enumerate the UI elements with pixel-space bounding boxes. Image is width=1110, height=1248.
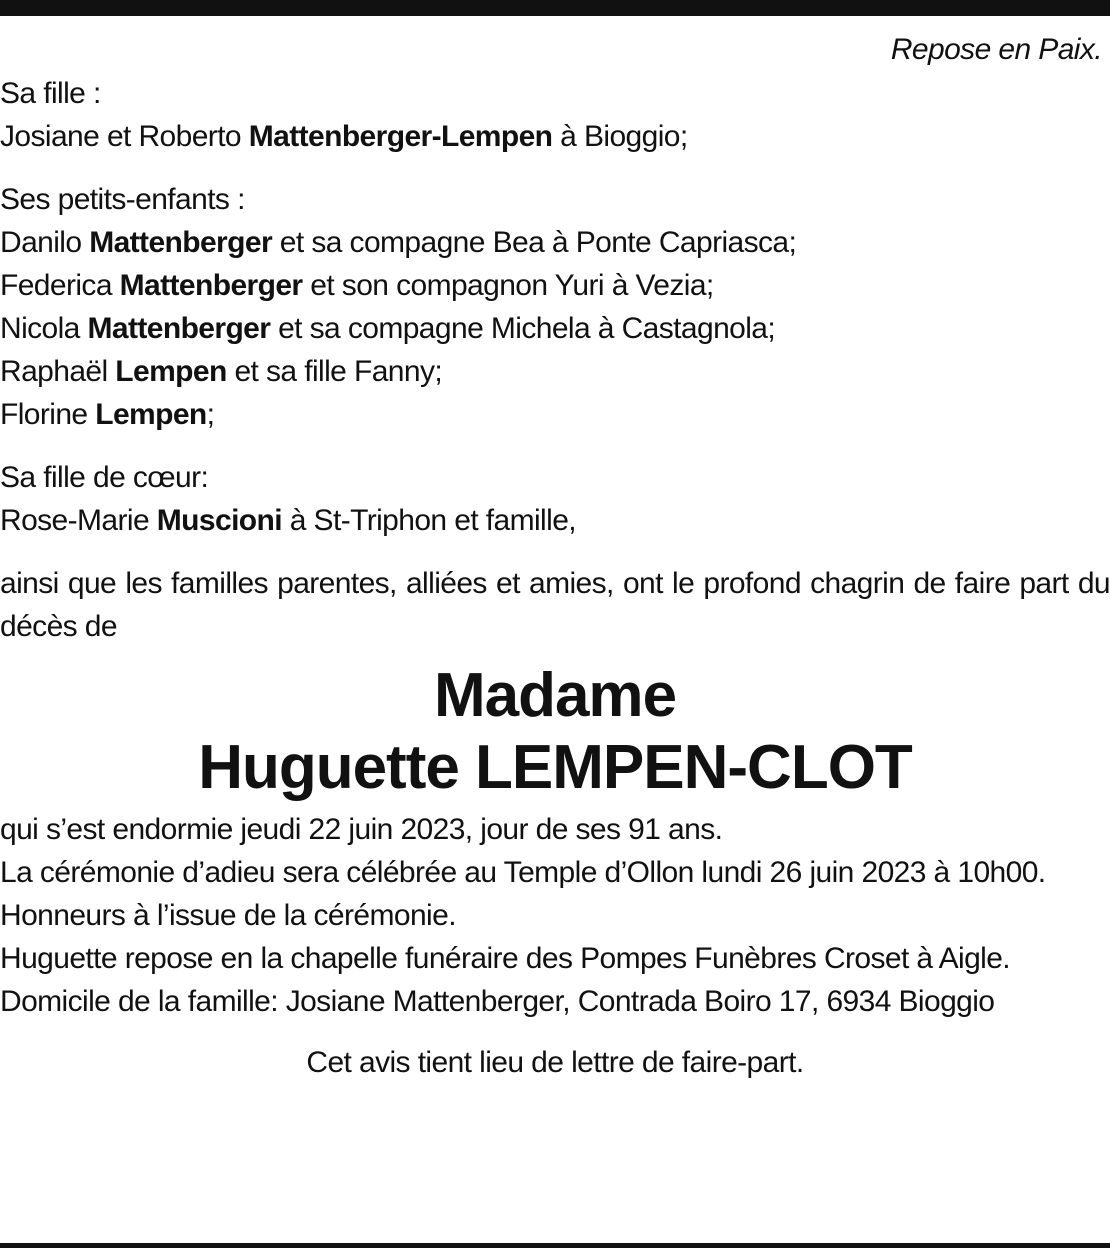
details-section bbox=[0, 808, 1110, 1023]
family-name: Mattenberger bbox=[87, 312, 271, 345]
detail-line: Honneurs à l’issue de la cérémonie. bbox=[0, 899, 456, 932]
detail-line: Huguette repose en la chapelle funéraire des Pompes Funèbres Croset à Aigle. bbox=[0, 942, 1011, 975]
daughter-section bbox=[0, 72, 1110, 158]
announcement-paragraph: ainsi que les familles parentes, alliées et amies, ont le profond chagrin de faire part du décès de bbox=[0, 567, 1110, 643]
grandchild-line: Danilo Mattenberger et sa compagne Bea à Ponte Capriasca; bbox=[0, 226, 797, 259]
heart-daughter-line: Rose-Marie Muscioni à St-Triphon et famille, bbox=[0, 504, 577, 537]
bottom-rule bbox=[0, 1243, 1110, 1248]
heart-daughter-heading: Sa fille de cœur: bbox=[0, 461, 209, 494]
heart-daughter-section bbox=[0, 456, 1110, 542]
deceased-title: Madame bbox=[433, 661, 677, 730]
detail-line: qui s’est endormie jeudi 22 juin 2023, jour de ses 91 ans. bbox=[0, 813, 723, 846]
grandchildren-heading: Ses petits-enfants : bbox=[0, 183, 245, 216]
detail-line: Domicile de la famille: Josiane Mattenberger, Contrada Boiro 17, 6934 Bioggio bbox=[0, 985, 995, 1018]
family-name: Muscioni bbox=[156, 504, 282, 537]
footer-note: Cet avis tient lieu de lettre de faire-part. bbox=[306, 1046, 804, 1079]
grandchild-line: Florine Lempen; bbox=[0, 398, 215, 431]
deceased-name-block bbox=[0, 660, 1110, 804]
grandchild-line: Federica Mattenberger et son compagnon Yuri à Vezia; bbox=[0, 269, 714, 302]
grandchild-line: Raphaël Lempen et sa fille Fanny; bbox=[0, 355, 443, 388]
top-rule bbox=[0, 0, 1110, 16]
family-name: Mattenberger-Lempen bbox=[248, 120, 553, 153]
detail-line: La cérémonie d’adieu sera célébrée au Temple d’Ollon lundi 26 juin 2023 à 10h00. bbox=[0, 856, 1046, 889]
family-name: Lempen bbox=[95, 398, 207, 431]
family-name: Lempen bbox=[115, 355, 227, 388]
family-name: Mattenberger bbox=[89, 226, 273, 259]
motto: Repose en Paix. bbox=[890, 33, 1102, 66]
grandchildren-section bbox=[0, 178, 1110, 436]
obituary-notice bbox=[0, 28, 1110, 1084]
daughter-heading: Sa fille : bbox=[0, 77, 101, 110]
grandchild-line: Nicola Mattenberger et sa compagne Michela à Castagnola; bbox=[0, 312, 776, 345]
daughter-line: Josiane et Roberto Mattenberger-Lempen à Bioggio; bbox=[0, 120, 688, 153]
deceased-name: Huguette LEMPEN-CLOT bbox=[198, 733, 912, 802]
family-name: Mattenberger bbox=[119, 269, 303, 302]
